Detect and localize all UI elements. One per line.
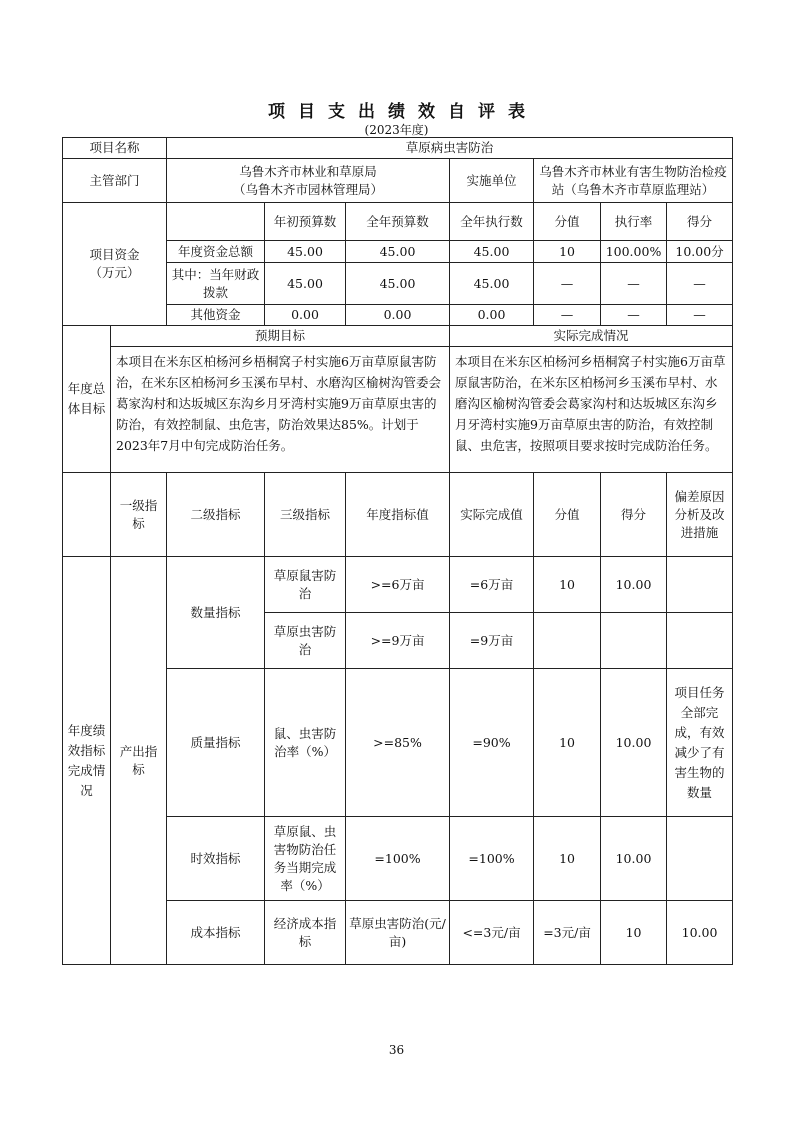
timeliness-indicator-label: 时效指标 xyxy=(167,817,265,901)
dept-label: 主管部门 xyxy=(63,159,167,203)
goals-section-label: 年度总体目标 xyxy=(63,326,111,473)
funds-cell: 10.00分 xyxy=(667,241,733,263)
funds-cell: 45.00 xyxy=(265,263,346,305)
indicator-cell: 10 xyxy=(534,817,601,901)
indicator-cell: =6万亩 xyxy=(450,557,534,613)
quantity-indicator-label: 数量指标 xyxy=(167,557,265,669)
funds-header-score: 得分 xyxy=(667,203,733,241)
indicator-header-level3: 三级指标 xyxy=(265,473,346,557)
indicator-header-value: 分值 xyxy=(534,473,601,557)
funds-cell: 100.00% xyxy=(601,241,667,263)
indicator-cell xyxy=(667,817,733,901)
funds-header-score-value: 分值 xyxy=(534,203,601,241)
performance-table xyxy=(62,137,733,965)
indicator-cell xyxy=(601,613,667,669)
indicator-cell: =9万亩 xyxy=(450,613,534,669)
indicator-cell xyxy=(534,613,601,669)
funds-cell: — xyxy=(534,305,601,326)
indicator-cell xyxy=(667,557,733,613)
indicator-cell: >=6万亩 xyxy=(346,557,450,613)
funds-cell: 45.00 xyxy=(450,263,534,305)
indicator-cell xyxy=(667,613,733,669)
funds-header-initial: 年初预算数 xyxy=(265,203,346,241)
expected-goal-text: 本项目在米东区柏杨河乡梧桐窝子村实施6万亩草原鼠害防治，在米东区柏杨河乡玉溪布早村、水磨沟区榆树沟管委会葛家沟村和达坂城区东沟乡月牙湾村实施9万亩草原虫害的防治，有效控制鼠、虫危害，防治效果达85%。计划于2023年7月中旬完成防治任务。 xyxy=(111,347,450,473)
economic-indicator-label: 经济成本指标 xyxy=(265,901,346,965)
indicator-cell: =100% xyxy=(450,817,534,901)
indicator-cell: 10.00 xyxy=(601,669,667,817)
funds-cell: 0.00 xyxy=(265,305,346,326)
indicator-cell: =3元/亩 xyxy=(534,901,601,965)
funds-cell: — xyxy=(601,305,667,326)
funds-row-label: 其他资金 xyxy=(167,305,265,326)
indicator-header-note: 偏差原因分析及改进措施 xyxy=(667,473,733,557)
indicator-cell: 10.00 xyxy=(667,901,733,965)
dept-value: 乌鲁木齐市林业和草原局 （乌鲁木齐市园林管理局） xyxy=(167,159,450,203)
project-name-value: 草原病虫害防治 xyxy=(167,138,733,159)
funds-cell: — xyxy=(601,263,667,305)
funds-header-blank xyxy=(167,203,265,241)
indicator-cell: >=85% xyxy=(346,669,450,817)
indicator-cell: >=9万亩 xyxy=(346,613,450,669)
page-title: 项目支出绩效自评表 xyxy=(268,102,538,122)
indicator-header-level1: 一级指标 xyxy=(111,473,167,557)
indicator-cell: 10.00 xyxy=(601,557,667,613)
indicator-cell: =90% xyxy=(450,669,534,817)
indicator-cell: 10 xyxy=(534,557,601,613)
funds-cell: 45.00 xyxy=(450,241,534,263)
indicator-cell: 草原鼠害防治 xyxy=(265,557,346,613)
funds-row-label: 年度资金总额 xyxy=(167,241,265,263)
indicator-header-actual: 实际完成值 xyxy=(450,473,534,557)
fiscal-year: (2023年度) xyxy=(364,123,429,137)
funds-cell: 45.00 xyxy=(265,241,346,263)
expected-goal-header: 预期目标 xyxy=(111,326,450,347)
funds-cell: 10 xyxy=(534,241,601,263)
funds-cell: — xyxy=(534,263,601,305)
cost-indicator-label: 成本指标 xyxy=(167,901,265,965)
indicator-cell: 鼠、虫害防治率（%） xyxy=(265,669,346,817)
table-row xyxy=(63,557,733,613)
indicator-cell: 10 xyxy=(534,669,601,817)
funds-header-rate: 执行率 xyxy=(601,203,667,241)
output-indicator-label: 产出指标 xyxy=(111,557,167,965)
funds-header-annual: 全年预算数 xyxy=(346,203,450,241)
indicator-cell: 10 xyxy=(601,901,667,965)
actual-goal-text: 本项目在米东区柏杨河乡梧桐窝子村实施6万亩草原鼠害防治，在米东区柏杨河乡玉溪布早村、水磨沟区榆树沟管委会葛家沟村和达坂城区东沟乡月牙湾村实施9万亩草原虫害的防治，有效控制鼠、虫危害，按照项目要求按时完成防治任务。 xyxy=(450,347,733,473)
indicator-cell: =100% xyxy=(346,817,450,901)
impl-value: 乌鲁木齐市林业有害生物防治检疫站（乌鲁木齐市草原监理站） xyxy=(534,159,733,203)
funds-cell: — xyxy=(667,305,733,326)
funds-cell: — xyxy=(667,263,733,305)
funds-cell: 0.00 xyxy=(450,305,534,326)
indicator-cell: <=3元/亩 xyxy=(450,901,534,965)
quality-indicator-label: 质量指标 xyxy=(167,669,265,817)
funds-cell: 0.00 xyxy=(346,305,450,326)
funds-header-executed: 全年执行数 xyxy=(450,203,534,241)
funds-cell: 45.00 xyxy=(346,263,450,305)
actual-goal-header: 实际完成情况 xyxy=(450,326,733,347)
deviation-note: 项目任务全部完成，有效减少了有害生物的数量 xyxy=(667,669,733,817)
indicator-header-score: 得分 xyxy=(601,473,667,557)
indicator-header-level2: 二级指标 xyxy=(167,473,265,557)
indicator-header-target: 年度指标值 xyxy=(346,473,450,557)
indicators-section-label: 年度绩效指标完成情况 xyxy=(63,557,111,965)
funds-section-label: 项目资金 （万元） xyxy=(63,203,167,326)
funds-cell: 45.00 xyxy=(346,241,450,263)
indicator-cell: 10.00 xyxy=(601,817,667,901)
project-name-label: 项目名称 xyxy=(63,138,167,159)
indicator-cell: 草原鼠、虫害物防治任务当期完成率（%） xyxy=(265,817,346,901)
indicator-cell: 草原虫害防治(元/亩) xyxy=(346,901,450,965)
funds-row-label: 其中：当年财政拨款 xyxy=(167,263,265,305)
indicator-cell: 草原虫害防治 xyxy=(265,613,346,669)
page-number: 36 xyxy=(388,1043,405,1057)
impl-label: 实施单位 xyxy=(450,159,534,203)
indicator-header-blank xyxy=(63,473,111,557)
